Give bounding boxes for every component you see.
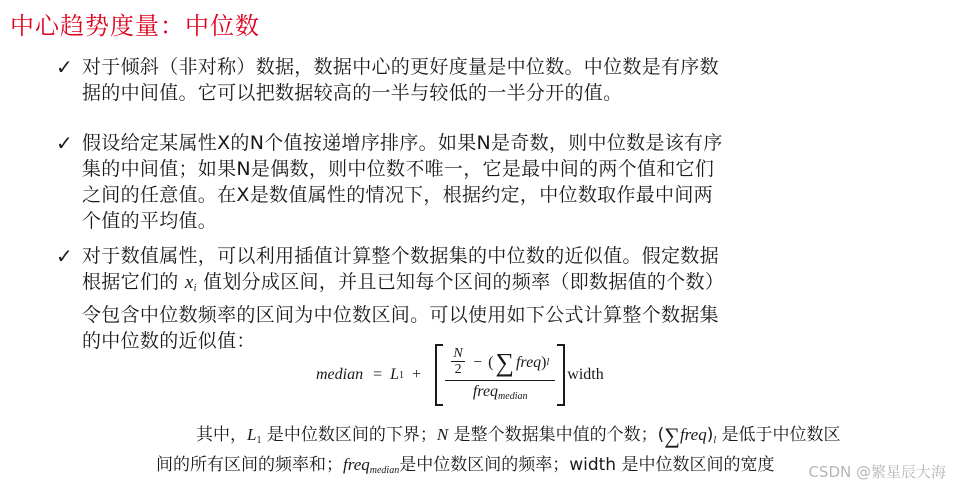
formula-freq: freq bbox=[515, 353, 542, 371]
bullet-1-line-1: 对于倾斜（非对称）数据，数据中心的更好度量是中位数。中位数是有序数 bbox=[82, 56, 719, 78]
formula-den-freq: freq bbox=[472, 382, 499, 400]
note-text: 间的所有区间的频率和； bbox=[156, 455, 343, 475]
note-text: 是整个数据集中值的个数；( bbox=[448, 425, 665, 445]
formula-N: N bbox=[453, 346, 463, 361]
formula-minus: − bbox=[473, 353, 483, 371]
formula-n-over-2 bbox=[451, 347, 465, 378]
note-text: 是中位数区间的频率；width 是中位数区间的宽度 bbox=[399, 455, 775, 475]
bullet-2-line-2: 集的中间值；如果N是偶数，则中位数不唯一，它是最中间的两个值和它们 bbox=[82, 158, 715, 180]
note-text: 是中位数区间的下界； bbox=[261, 425, 437, 445]
bullet-3-line-4: 的中位数的近似值： bbox=[82, 330, 256, 352]
check-icon: ✓ bbox=[56, 244, 73, 268]
bullet-2-line-4: 个值的平均值。 bbox=[82, 210, 218, 232]
bullet-3-line-2-post: 值划分成区间，并且已知每个区间的频率（即数据值的个数） bbox=[203, 271, 725, 293]
bullet-3-line-2-pre: 根据它们的 bbox=[82, 271, 179, 293]
formula-open-paren: ( bbox=[488, 353, 494, 371]
formula-close-paren: ) bbox=[541, 353, 547, 371]
note-L-subscript: 1 bbox=[256, 435, 262, 446]
formula-two: 2 bbox=[454, 362, 462, 377]
formula-explanation-line-2 bbox=[156, 452, 916, 484]
note-l-subscript: l bbox=[713, 435, 717, 446]
formula-explanation-line-1 bbox=[196, 422, 956, 454]
formula-lhs: median bbox=[316, 366, 364, 383]
bullet-2-line-3: 之间的任意值。在X是数值属性的情况下，根据约定，中位数取作最中间两 bbox=[82, 184, 713, 206]
formula-den-subscript: median bbox=[498, 390, 528, 402]
note-text: 是低于中位数区 bbox=[716, 425, 841, 445]
bullet-3-line-3: 令包含中位数频率的区间为中位数区间。可以使用如下公式计算整个数据集 bbox=[82, 304, 719, 326]
formula-L-subscript: 1 bbox=[399, 369, 405, 381]
formula-L: L bbox=[390, 366, 400, 383]
note-text: 其中， bbox=[196, 425, 247, 445]
formula-plus: + bbox=[412, 366, 422, 383]
slide-title: 中心趋势度量：中位数 bbox=[10, 12, 260, 40]
watermark: CSDN @繁星辰大海 bbox=[808, 463, 946, 481]
check-icon: ✓ bbox=[56, 131, 73, 155]
formula-left-bracket bbox=[435, 344, 443, 406]
note-median-subscript: median bbox=[369, 465, 400, 476]
note-L: L bbox=[247, 425, 257, 444]
formula-numerator bbox=[445, 346, 555, 380]
formula-sigma: ∑ bbox=[495, 347, 514, 377]
bullet-3-line-2 bbox=[82, 269, 856, 302]
bullet-item-1 bbox=[56, 54, 856, 106]
formula-width: width bbox=[567, 366, 604, 383]
bullet-1-line-2: 据的中间值。它可以把数据较高的一半与较低的一半分开的值。 bbox=[82, 82, 623, 104]
variable-i-subscript: i bbox=[193, 283, 197, 294]
formula-denominator bbox=[473, 381, 528, 405]
note-freq: freq bbox=[679, 425, 707, 444]
bullet-item-3 bbox=[56, 243, 856, 354]
note-sigma: ∑ bbox=[664, 423, 680, 448]
check-icon: ✓ bbox=[56, 55, 73, 79]
variable-x: x bbox=[184, 272, 194, 293]
formula-right-bracket bbox=[557, 344, 565, 406]
bullet-3-line-1: 对于数值属性，可以利用插值计算整个数据集的中位数的近似值。假定数据 bbox=[82, 245, 719, 267]
note-text: ) bbox=[706, 425, 714, 445]
note-freq: freq bbox=[343, 455, 370, 474]
bullet-2-line-1: 假设给定某属性X的N个值按递增序排序。如果N是奇数，则中位数是该有序 bbox=[82, 132, 723, 154]
formula-l-subscript: l bbox=[546, 357, 550, 368]
bullet-item-2 bbox=[56, 130, 856, 234]
formula-equals: = bbox=[373, 366, 383, 383]
median-formula bbox=[316, 340, 604, 410]
formula-fraction bbox=[445, 346, 555, 405]
note-N: N bbox=[436, 425, 449, 444]
